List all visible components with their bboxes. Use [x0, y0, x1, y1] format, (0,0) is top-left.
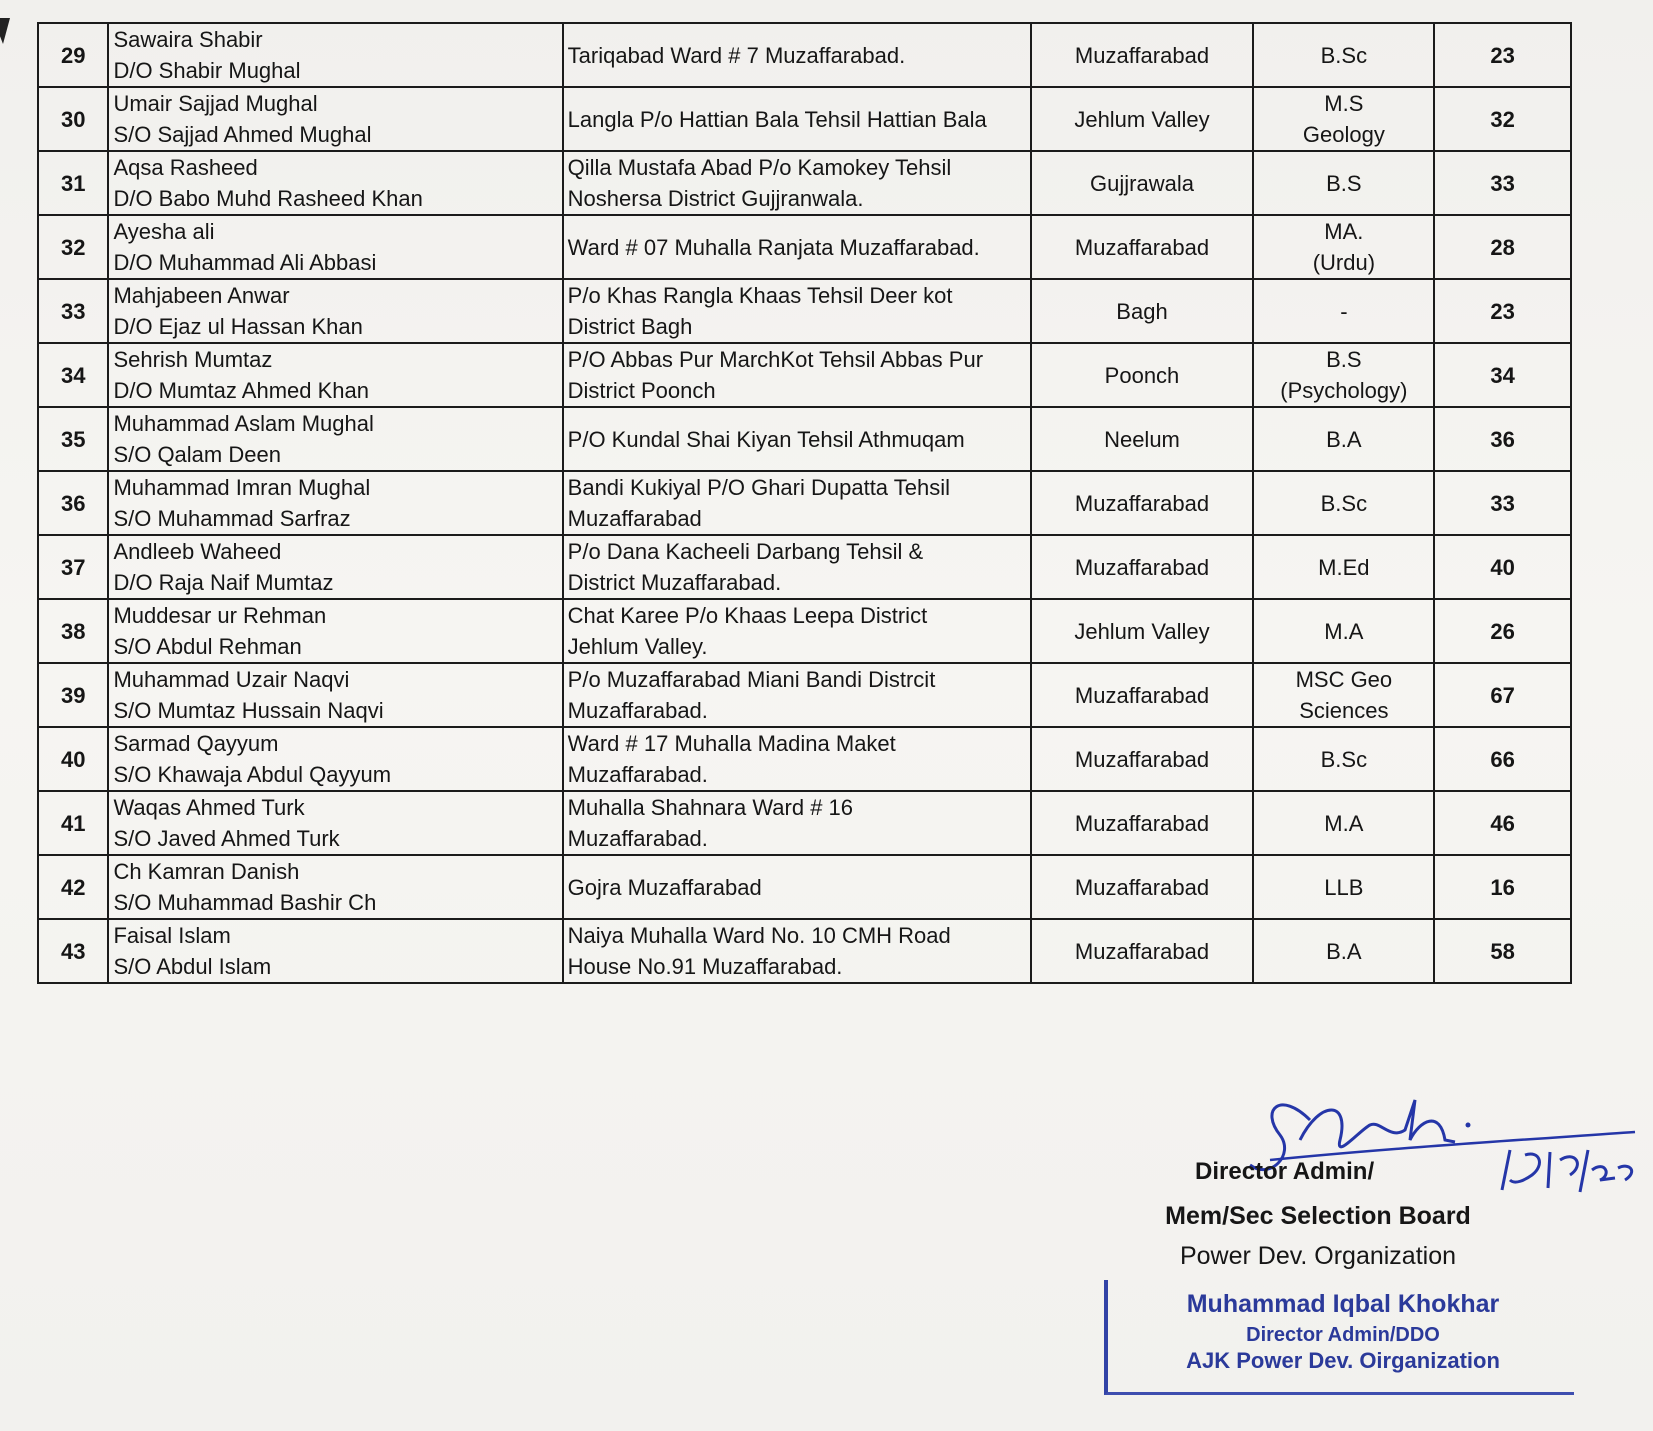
- candidate-parent: S/O Javed Ahmed Turk: [113, 826, 340, 851]
- address-line: Tariqabad Ward # 7 Muzaffarabad.: [567, 42, 906, 68]
- address-line: Jehlum Valley.: [567, 634, 708, 659]
- serial-number-cell: 31: [38, 151, 108, 215]
- candidate-parent: D/O Raja Naif Mumtaz: [113, 570, 334, 595]
- address-line: P/O Kundal Shai Kiyan Tehsil Athmuqam: [567, 426, 965, 452]
- table-row: [38, 279, 1571, 343]
- address-line: P/o Khas Rangla Khaas Tehsil Deer kot: [567, 283, 953, 308]
- table-row: [38, 151, 1571, 215]
- district-cell: Gujjrawala: [1031, 151, 1254, 215]
- address-line: Muzaffarabad.: [567, 762, 708, 787]
- table-row: [38, 535, 1571, 599]
- address-cell: [563, 279, 1031, 343]
- qualification-cell: [1253, 215, 1434, 279]
- qualification-line: B.S: [1326, 347, 1362, 372]
- address-cell: [563, 215, 1031, 279]
- address-line: P/O Abbas Pur MarchKot Tehsil Abbas Pur: [567, 347, 984, 372]
- candidate-name: Muddesar ur Rehman: [113, 603, 327, 628]
- address-line: Qilla Mustafa Abad P/o Kamokey Tehsil: [567, 155, 952, 180]
- qualification-line: MA.: [1324, 219, 1364, 244]
- qualification-cell: [1253, 535, 1434, 599]
- qualification-line: Geology: [1302, 122, 1385, 147]
- serial-number-cell: 39: [38, 663, 108, 727]
- marks-cell: 33: [1434, 151, 1571, 215]
- candidate-name: Muhammad Aslam Mughal: [113, 411, 374, 436]
- address-cell: [563, 407, 1031, 471]
- address-cell: [563, 23, 1031, 87]
- candidate-name-cell: [108, 215, 562, 279]
- candidate-name-cell: [108, 535, 562, 599]
- qualification-line: M.S: [1324, 91, 1364, 116]
- district-cell: Muzaffarabad: [1031, 727, 1254, 791]
- candidate-parent: D/O Mumtaz Ahmed Khan: [113, 378, 369, 403]
- table-row: [38, 343, 1571, 407]
- candidate-parent: S/O Muhammad Sarfraz: [113, 506, 351, 531]
- address-cell: [563, 535, 1031, 599]
- marks-cell: 23: [1434, 23, 1571, 87]
- qualification-line: M.A: [1324, 810, 1364, 836]
- marks-cell: 26: [1434, 599, 1571, 663]
- qualification-line: M.Ed: [1318, 554, 1370, 580]
- marks-cell: 34: [1434, 343, 1571, 407]
- qualification-cell: [1253, 23, 1434, 87]
- qualification-cell: [1253, 663, 1434, 727]
- qualification-cell: [1253, 791, 1434, 855]
- qualification-line: Sciences: [1299, 698, 1389, 723]
- qualification-cell: [1253, 279, 1434, 343]
- address-cell: [563, 471, 1031, 535]
- marks-cell: 40: [1434, 535, 1571, 599]
- candidate-name: Sawaira Shabir: [113, 27, 263, 52]
- address-cell: [563, 791, 1031, 855]
- qualification-cell: [1253, 407, 1434, 471]
- marks-cell: 33: [1434, 471, 1571, 535]
- qualification-line: B.A: [1326, 426, 1362, 452]
- candidate-name: Ch Kamran Danish: [113, 859, 300, 884]
- candidate-name-cell: [108, 87, 562, 151]
- qualification-cell: [1253, 855, 1434, 919]
- marks-cell: 46: [1434, 791, 1571, 855]
- address-line: House No.91 Muzaffarabad.: [567, 954, 843, 979]
- district-cell: Muzaffarabad: [1031, 535, 1254, 599]
- candidate-parent: D/O Shabir Mughal: [113, 58, 301, 83]
- address-line: Chat Karee P/o Khaas Leepa District: [567, 603, 928, 628]
- district-cell: Jehlum Valley: [1031, 87, 1254, 151]
- marks-cell: 58: [1434, 919, 1571, 983]
- candidate-name-cell: [108, 919, 562, 983]
- candidate-name: Muhammad Uzair Naqvi: [113, 667, 350, 692]
- candidate-parent: D/O Babo Muhd Rasheed Khan: [113, 186, 423, 211]
- candidate-name: Waqas Ahmed Turk: [113, 795, 305, 820]
- address-line: District Bagh: [567, 314, 693, 339]
- candidates-table-body: [38, 23, 1571, 983]
- serial-number-cell: 42: [38, 855, 108, 919]
- candidate-parent: D/O Muhammad Ali Abbasi: [113, 250, 377, 275]
- candidate-name-cell: [108, 471, 562, 535]
- marks-cell: 23: [1434, 279, 1571, 343]
- address-line: P/o Dana Kacheeli Darbang Tehsil &: [567, 539, 924, 564]
- candidate-name-cell: [108, 663, 562, 727]
- address-line: District Muzaffarabad.: [567, 570, 782, 595]
- candidate-name-cell: [108, 343, 562, 407]
- qualification-cell: [1253, 471, 1434, 535]
- serial-number-cell: 34: [38, 343, 108, 407]
- qualification-line: B.Sc: [1320, 42, 1368, 68]
- address-cell: [563, 151, 1031, 215]
- serial-number-cell: 30: [38, 87, 108, 151]
- address-cell: [563, 663, 1031, 727]
- qualification-cell: [1253, 87, 1434, 151]
- qualification-line: M.A: [1324, 618, 1364, 644]
- table-row: [38, 215, 1571, 279]
- candidate-name: Sarmad Qayyum: [113, 731, 279, 756]
- district-cell: Poonch: [1031, 343, 1254, 407]
- candidate-parent: S/O Mumtaz Hussain Naqvi: [113, 698, 384, 723]
- address-cell: [563, 855, 1031, 919]
- candidate-name: Andleeb Waheed: [113, 539, 282, 564]
- candidates-table: [37, 22, 1572, 984]
- candidate-name: Ayesha ali: [113, 219, 215, 244]
- marks-cell: 28: [1434, 215, 1571, 279]
- address-cell: [563, 919, 1031, 983]
- candidate-name-cell: [108, 407, 562, 471]
- candidate-parent: S/O Abdul Rehman: [113, 634, 302, 659]
- serial-number-cell: 43: [38, 919, 108, 983]
- qualification-cell: [1253, 727, 1434, 791]
- district-cell: Jehlum Valley: [1031, 599, 1254, 663]
- district-cell: Muzaffarabad: [1031, 471, 1254, 535]
- signature-block: [1120, 1080, 1640, 1400]
- qualification-line: B.A: [1326, 938, 1362, 964]
- qualification-line: B.Sc: [1320, 490, 1368, 516]
- candidate-name-cell: [108, 727, 562, 791]
- address-line: P/o Muzaffarabad Miani Bandi Distrcit: [567, 667, 936, 692]
- address-cell: [563, 87, 1031, 151]
- table-row: [38, 663, 1571, 727]
- qualification-line: B.Sc: [1320, 746, 1368, 772]
- stamp-role: Director Admin/DDO: [1246, 1324, 1440, 1346]
- candidate-parent: S/O Abdul Islam: [113, 954, 272, 979]
- address-line: Muzaffarabad.: [567, 698, 708, 723]
- address-line: Noshersa District Gujjranwala.: [567, 186, 864, 211]
- candidate-parent: S/O Khawaja Abdul Qayyum: [113, 762, 392, 787]
- serial-number-cell: 38: [38, 599, 108, 663]
- qualification-line: LLB: [1324, 874, 1364, 900]
- address-line: Bandi Kukiyal P/O Ghari Dupatta Tehsil: [567, 475, 951, 500]
- candidate-name: Muhammad Imran Mughal: [113, 475, 371, 500]
- serial-number-cell: 36: [38, 471, 108, 535]
- candidate-name-cell: [108, 855, 562, 919]
- marks-cell: 36: [1434, 407, 1571, 471]
- marks-cell: 66: [1434, 727, 1571, 791]
- candidate-name-cell: [108, 279, 562, 343]
- district-cell: Muzaffarabad: [1031, 663, 1254, 727]
- official-stamp: [1104, 1280, 1574, 1395]
- address-line: Ward # 17 Muhalla Madina Maket: [567, 731, 896, 756]
- qualification-line: (Psychology): [1280, 378, 1408, 403]
- candidate-name: Sehrish Mumtaz: [113, 347, 273, 372]
- candidate-parent: S/O Sajjad Ahmed Mughal: [113, 122, 372, 147]
- table-row: [38, 87, 1571, 151]
- marks-cell: 16: [1434, 855, 1571, 919]
- stamp-organization: AJK Power Dev. Oirganization: [1186, 1348, 1500, 1373]
- qualification-cell: [1253, 919, 1434, 983]
- serial-number-cell: 41: [38, 791, 108, 855]
- address-cell: [563, 727, 1031, 791]
- qualification-line: MSC Geo: [1295, 667, 1393, 692]
- marks-cell: 67: [1434, 663, 1571, 727]
- address-cell: [563, 599, 1031, 663]
- table-row: [38, 599, 1571, 663]
- signatory-title: Director Admin/: [1195, 1158, 1375, 1185]
- table-row: [38, 23, 1571, 87]
- marks-cell: 32: [1434, 87, 1571, 151]
- candidate-name-cell: [108, 23, 562, 87]
- candidate-parent: S/O Qalam Deen: [113, 442, 281, 467]
- candidate-name-cell: [108, 791, 562, 855]
- candidate-parent: D/O Ejaz ul Hassan Khan: [113, 314, 363, 339]
- address-cell: [563, 343, 1031, 407]
- qualification-line: -: [1340, 298, 1348, 324]
- qualification-cell: [1253, 151, 1434, 215]
- candidate-name: Aqsa Rasheed: [113, 155, 258, 180]
- address-line: Gojra Muzaffarabad: [567, 874, 762, 900]
- address-line: Muzaffarabad.: [567, 826, 708, 851]
- address-line: Ward # 07 Muhalla Ranjata Muzaffarabad.: [567, 234, 980, 260]
- serial-number-cell: 33: [38, 279, 108, 343]
- district-cell: Muzaffarabad: [1031, 855, 1254, 919]
- address-line: Naiya Muhalla Ward No. 10 CMH Road: [567, 923, 951, 948]
- qualification-cell: [1253, 599, 1434, 663]
- candidate-parent: S/O Muhammad Bashir Ch: [113, 890, 377, 915]
- serial-number-cell: 37: [38, 535, 108, 599]
- serial-number-cell: 29: [38, 23, 108, 87]
- candidate-name: Mahjabeen Anwar: [113, 283, 290, 308]
- table-row: [38, 407, 1571, 471]
- serial-number-cell: 32: [38, 215, 108, 279]
- serial-number-cell: 40: [38, 727, 108, 791]
- district-cell: Muzaffarabad: [1031, 215, 1254, 279]
- table-row: [38, 791, 1571, 855]
- address-line: Langla P/o Hattian Bala Tehsil Hattian Bala: [567, 106, 987, 132]
- table-row: [38, 855, 1571, 919]
- district-cell: Muzaffarabad: [1031, 23, 1254, 87]
- qualification-cell: [1253, 343, 1434, 407]
- signatory-organization: Power Dev. Organization: [1179, 1242, 1457, 1270]
- candidate-name: Umair Sajjad Mughal: [113, 91, 318, 116]
- candidate-name-cell: [108, 151, 562, 215]
- address-line: Muhalla Shahnara Ward # 16: [567, 795, 854, 820]
- qualification-line: (Urdu): [1312, 250, 1376, 275]
- candidate-name-cell: [108, 599, 562, 663]
- stamp-name: Muhammad Iqbal Khokhar: [1186, 1290, 1500, 1318]
- candidate-name: Faisal Islam: [113, 923, 231, 948]
- signatory-board: Mem/Sec Selection Board: [1165, 1202, 1471, 1230]
- table-row: [38, 727, 1571, 791]
- district-cell: Muzaffarabad: [1031, 919, 1254, 983]
- district-cell: Muzaffarabad: [1031, 791, 1254, 855]
- address-line: Muzaffarabad: [567, 506, 702, 531]
- district-cell: Neelum: [1031, 407, 1254, 471]
- table-row: [38, 919, 1571, 983]
- serial-number-cell: 35: [38, 407, 108, 471]
- table-row: [38, 471, 1571, 535]
- address-line: District Poonch: [567, 378, 716, 403]
- district-cell: Bagh: [1031, 279, 1254, 343]
- qualification-line: B.S: [1326, 170, 1362, 196]
